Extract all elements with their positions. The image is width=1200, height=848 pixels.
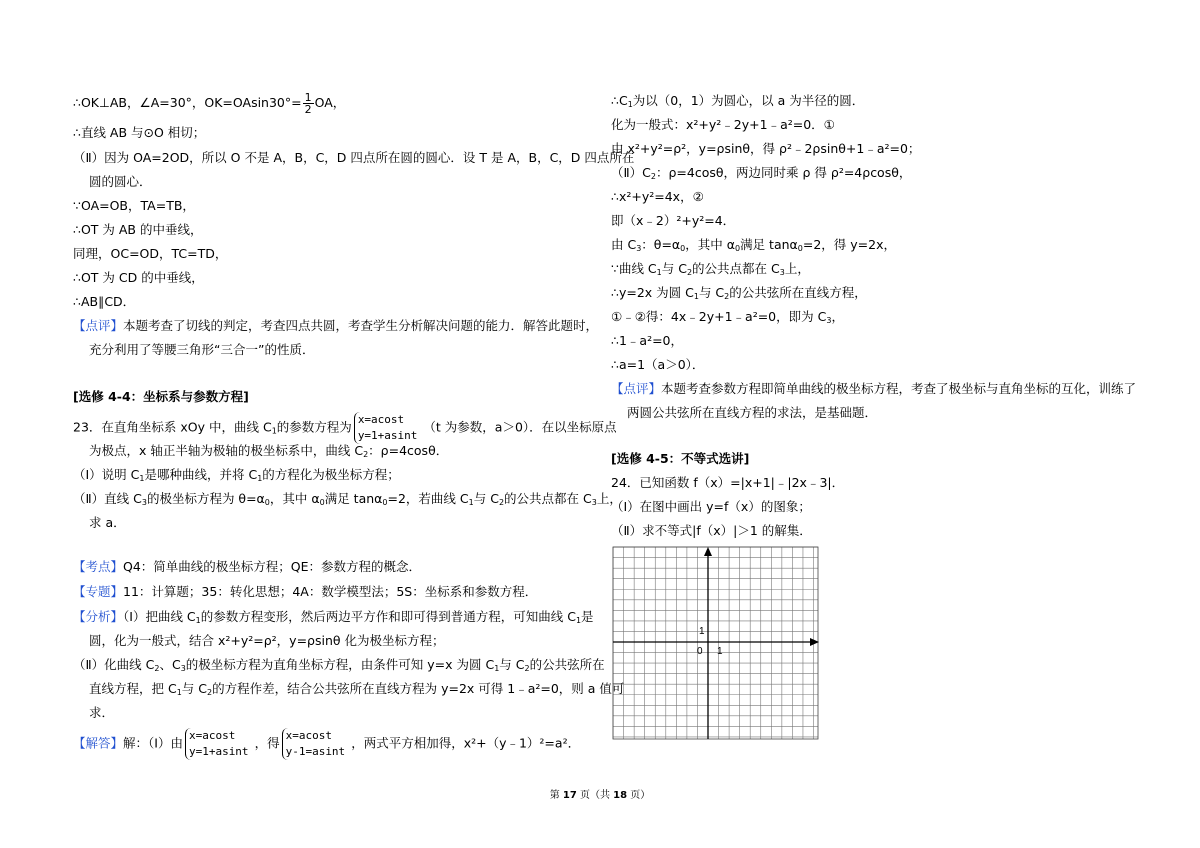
subscript: 1 — [656, 268, 662, 277]
text-span: 的公共弦所在 — [529, 657, 605, 672]
equation-line: y=1+asint — [188, 745, 249, 758]
text-line: 求 a． — [89, 515, 126, 530]
question-23 — [73, 412, 617, 444]
text-line — [73, 466, 400, 488]
subscript: 2 — [207, 688, 213, 697]
text-span: 由 C — [611, 237, 637, 252]
text-span: （Ⅱ）C — [611, 165, 651, 180]
subscript: 3 — [141, 498, 147, 507]
text-line: 即（x﹣2）²+y²=4． — [611, 213, 736, 228]
subscript: 1 — [176, 688, 182, 697]
text-line — [89, 680, 624, 702]
text-span: 与 C — [698, 285, 725, 300]
text-span: ∵曲线 C — [611, 261, 657, 276]
text-line: 同理，OC=OD，TC=TD， — [73, 246, 228, 261]
text-span: 的公共点都在 C — [692, 261, 780, 276]
text-line: （Ⅱ）因为 OA=2OD，所以 O 不是 A，B，C，D 四点所在圆的圆心．设 T 是 A，B，C，D 四点所在 — [73, 150, 635, 165]
text-span: 的方程化为极坐标方程； — [262, 467, 400, 482]
text-span: （Ⅰ）把曲线 C — [123, 609, 196, 624]
text-line — [611, 284, 867, 306]
text-span: （Ⅱ）直线 C — [73, 491, 142, 506]
text-line: ∴1﹣a²=0， — [611, 333, 684, 348]
subscript: 0 — [319, 498, 325, 507]
text-line: 圆，化为一般式，结合 x²+y²=ρ²，y=ρsinθ 化为极坐标方程； — [89, 633, 445, 648]
subscript: 1 — [575, 616, 582, 625]
subscript: 0 — [382, 498, 388, 507]
text-span: ∴y=2x 为圆 C — [611, 285, 694, 300]
text-span: 为以（0，1）为圆心，以 a 为半径的圆． — [632, 93, 865, 108]
text-line — [611, 92, 864, 114]
text-span: 11：计算题；35：转化思想；4A：数学模型法；5S：坐标系和参数方程． — [123, 584, 538, 599]
text-line: ∴直线 AB 与⊙O 相切； — [73, 125, 206, 140]
subscript: 1 — [468, 498, 474, 507]
comment-line — [611, 380, 1136, 398]
text-span: 的极坐标方程为 θ=α — [146, 491, 265, 506]
text-line: ∴OT 为 CD 的中垂线， — [73, 270, 204, 285]
subscript: 1 — [271, 426, 277, 436]
text-span: 是 — [581, 609, 594, 624]
text-line — [89, 442, 448, 464]
text-span: ：ρ=4cosθ． — [368, 443, 449, 458]
origin-label: 0 — [697, 646, 703, 657]
text-span: 的极坐标方程为直角坐标方程，由条件可知 y=x 为圆 C — [185, 657, 495, 672]
page-number: 17 — [562, 790, 577, 801]
text-span: ∴OK⊥AB，∠A=30°，OK=OAsin30°= — [73, 95, 302, 110]
text-span: 23．在直角坐标系 xOy 中，曲线 C — [73, 419, 272, 435]
text-line: 由 x²+y²=ρ²，y=ρsinθ，得 ρ²﹣2ρsinθ+1﹣a²=0； — [611, 141, 921, 156]
text-span: 与 C — [181, 681, 207, 696]
comment-tag: 【点评】 — [73, 318, 124, 333]
subscript: 3 — [591, 498, 597, 507]
zhuanti-line — [73, 583, 537, 601]
text-line: ∵OA=OB，TA=TB， — [73, 198, 195, 213]
subscript: 1 — [627, 100, 633, 109]
text-span: 的方程作差，结合公共弦所在直线方程为 y=2x 可得 1﹣a²=0，则 a 值可 — [212, 681, 625, 696]
text-span: =2，若曲线 C — [387, 491, 469, 506]
text-span: 本题考查了切线的判定，考查四点共圆，考查学生分析解决问题的能力．解答此题时， — [123, 318, 599, 333]
text-span: 、C — [159, 657, 181, 672]
text-span: ， — [831, 309, 844, 324]
text-span: 满足 tanα — [324, 491, 383, 506]
subscript: 2 — [363, 450, 369, 459]
equation-line: x=acost — [285, 729, 332, 742]
subscript: 3 — [826, 316, 832, 325]
subscript: 0 — [734, 244, 741, 253]
text-line — [73, 92, 345, 115]
grid-border — [613, 547, 818, 739]
grid-lines — [613, 547, 818, 739]
text-line: （Ⅰ）在图中画出 y=f（x）的图象； — [611, 499, 811, 514]
subscript: 2 — [524, 664, 530, 673]
text-span: 本题考查参数方程即简单曲线的极坐标方程，考查了极坐标与直角坐标的互化，训练了 — [661, 381, 1137, 396]
subscript: 0 — [264, 498, 270, 507]
page-total: 18 — [613, 790, 628, 801]
text-span: ，其中 α — [269, 491, 320, 506]
footer-text: 页（共 — [576, 790, 614, 801]
text-line — [611, 164, 911, 186]
text-line: 化为一般式：x²+y²﹣2y+1﹣a²=0．① — [611, 117, 835, 132]
subscript: 3 — [636, 244, 642, 253]
fraction-numerator: 1 — [304, 91, 312, 104]
text-span: Q4：简单曲线的极坐标方程；QE：参数方程的概念． — [123, 559, 422, 574]
subscript: 1 — [257, 474, 263, 483]
text-line: 圆的圆心． — [89, 174, 152, 189]
text-span: 的参数方程变形，然后两边平方作和即可得到普通方程，可知曲线 C — [200, 609, 576, 624]
text-span: ，得 — [254, 735, 280, 751]
subscript: 2 — [724, 292, 730, 301]
subscript: 3 — [779, 268, 785, 277]
comment-tag: 【点评】 — [611, 381, 662, 396]
comment-line — [73, 317, 598, 335]
question-24: 24．已知函数 f（x）=|x+1|﹣|2x﹣3|． — [611, 475, 845, 490]
text-line — [611, 236, 896, 258]
text-span: ，两式平方相加得，x²+（y﹣1）²=a²． — [351, 735, 581, 751]
text-span: 为极点，x 轴正半轴为极轴的极坐标系中，曲线 C — [89, 443, 364, 458]
text-line — [73, 656, 605, 678]
text-span: 与 C — [499, 657, 525, 672]
footer-text: 第 — [549, 790, 563, 801]
subscript: 3 — [180, 664, 186, 673]
text-span: 的公共弦所在直线方程， — [729, 285, 867, 300]
text-span: （Ⅱ）化曲线 C — [73, 657, 155, 672]
x-tick-label: 1 — [717, 646, 723, 657]
equation-line: x=acost — [188, 729, 236, 742]
section-heading: [选修 4-5：不等式选讲] — [611, 451, 750, 466]
text-span: 的参数方程为 — [276, 419, 352, 435]
equation-line: y-1=asint — [285, 745, 346, 758]
kaodian-tag: 【考点】 — [73, 559, 124, 574]
text-span: 满足 tanα — [740, 237, 798, 252]
footer-text: 页） — [627, 790, 651, 801]
section-heading: [选修 4-4：坐标系与参数方程] — [73, 389, 249, 404]
text-span: 解：（Ⅰ）由 — [123, 735, 183, 751]
jieda-tag: 【解答】 — [73, 735, 124, 751]
text-span: 与 C — [473, 491, 499, 506]
y-axis-arrow-icon — [704, 547, 712, 556]
subscript: 1 — [195, 616, 201, 625]
text-span: ①﹣②得：4x﹣2y+1﹣a²=0，即为 C — [611, 309, 827, 324]
text-line: （Ⅱ）求不等式|f（x）|＞1 的解集． — [611, 523, 812, 538]
text-span: 上， — [784, 261, 810, 276]
fenxi-tag: 【分析】 — [73, 609, 124, 624]
text-span: ：ρ=4cosθ，两边同时乘 ρ 得 ρ²=4ρcosθ， — [655, 165, 912, 180]
equation-system — [354, 412, 422, 444]
text-line: ∴AB∥CD． — [73, 294, 136, 309]
text-span: （Ⅰ）说明 C — [73, 467, 140, 482]
subscript: 2 — [650, 172, 656, 181]
text-span: 与 C — [661, 261, 687, 276]
fenxi-line — [73, 608, 594, 630]
equation-system — [282, 728, 350, 760]
text-span: =2，得 y=2x， — [802, 237, 896, 252]
subscript: 2 — [498, 498, 505, 507]
equation-system — [185, 728, 253, 760]
coordinate-grid — [611, 545, 821, 741]
text-span: ，其中 α — [685, 237, 735, 252]
subscript: 1 — [693, 292, 699, 301]
text-line: ∴OT 为 AB 的中垂线， — [73, 222, 203, 237]
text-span: 直线方程，把 C — [89, 681, 177, 696]
subscript: 2 — [686, 268, 693, 277]
text-span: 是哪种曲线，并将 C — [144, 467, 258, 482]
page-footer — [0, 786, 1200, 801]
text-line: 充分利用了等腰三角形“三合一”的性质． — [89, 342, 315, 357]
text-span: （t 为参数，a＞0）．在以坐标原点 — [423, 419, 617, 435]
text-span: OA， — [314, 95, 346, 110]
text-span: 上， — [596, 491, 622, 506]
subscript: 0 — [680, 244, 686, 253]
subscript: 2 — [154, 664, 160, 673]
text-line — [611, 308, 844, 330]
text-span: ∴C — [611, 93, 628, 108]
kaodian-line — [73, 558, 421, 576]
fraction-denominator: 2 — [304, 103, 312, 116]
equation-line: y=1+asint — [357, 429, 418, 442]
subscript: 1 — [494, 664, 500, 673]
fraction — [303, 92, 314, 115]
text-line: ∴x²+y²=4x，② — [611, 189, 704, 204]
text-line — [73, 490, 622, 512]
subscript: 1 — [139, 474, 145, 483]
jieda-line — [73, 728, 580, 760]
y-tick-label: 1 — [699, 626, 705, 637]
text-line: 两圆公共弦所在直线方程的求法，是基础题． — [627, 405, 878, 420]
text-span: ：θ=α — [641, 237, 681, 252]
subscript: 0 — [797, 244, 803, 253]
text-line: ∴a=1（a＞0）． — [611, 357, 705, 372]
text-line: 求． — [89, 705, 115, 720]
zhuanti-tag: 【专题】 — [73, 584, 124, 599]
equation-line: x=acost — [357, 413, 405, 426]
text-line — [611, 260, 810, 282]
text-span: 的公共点都在 C — [504, 491, 592, 506]
